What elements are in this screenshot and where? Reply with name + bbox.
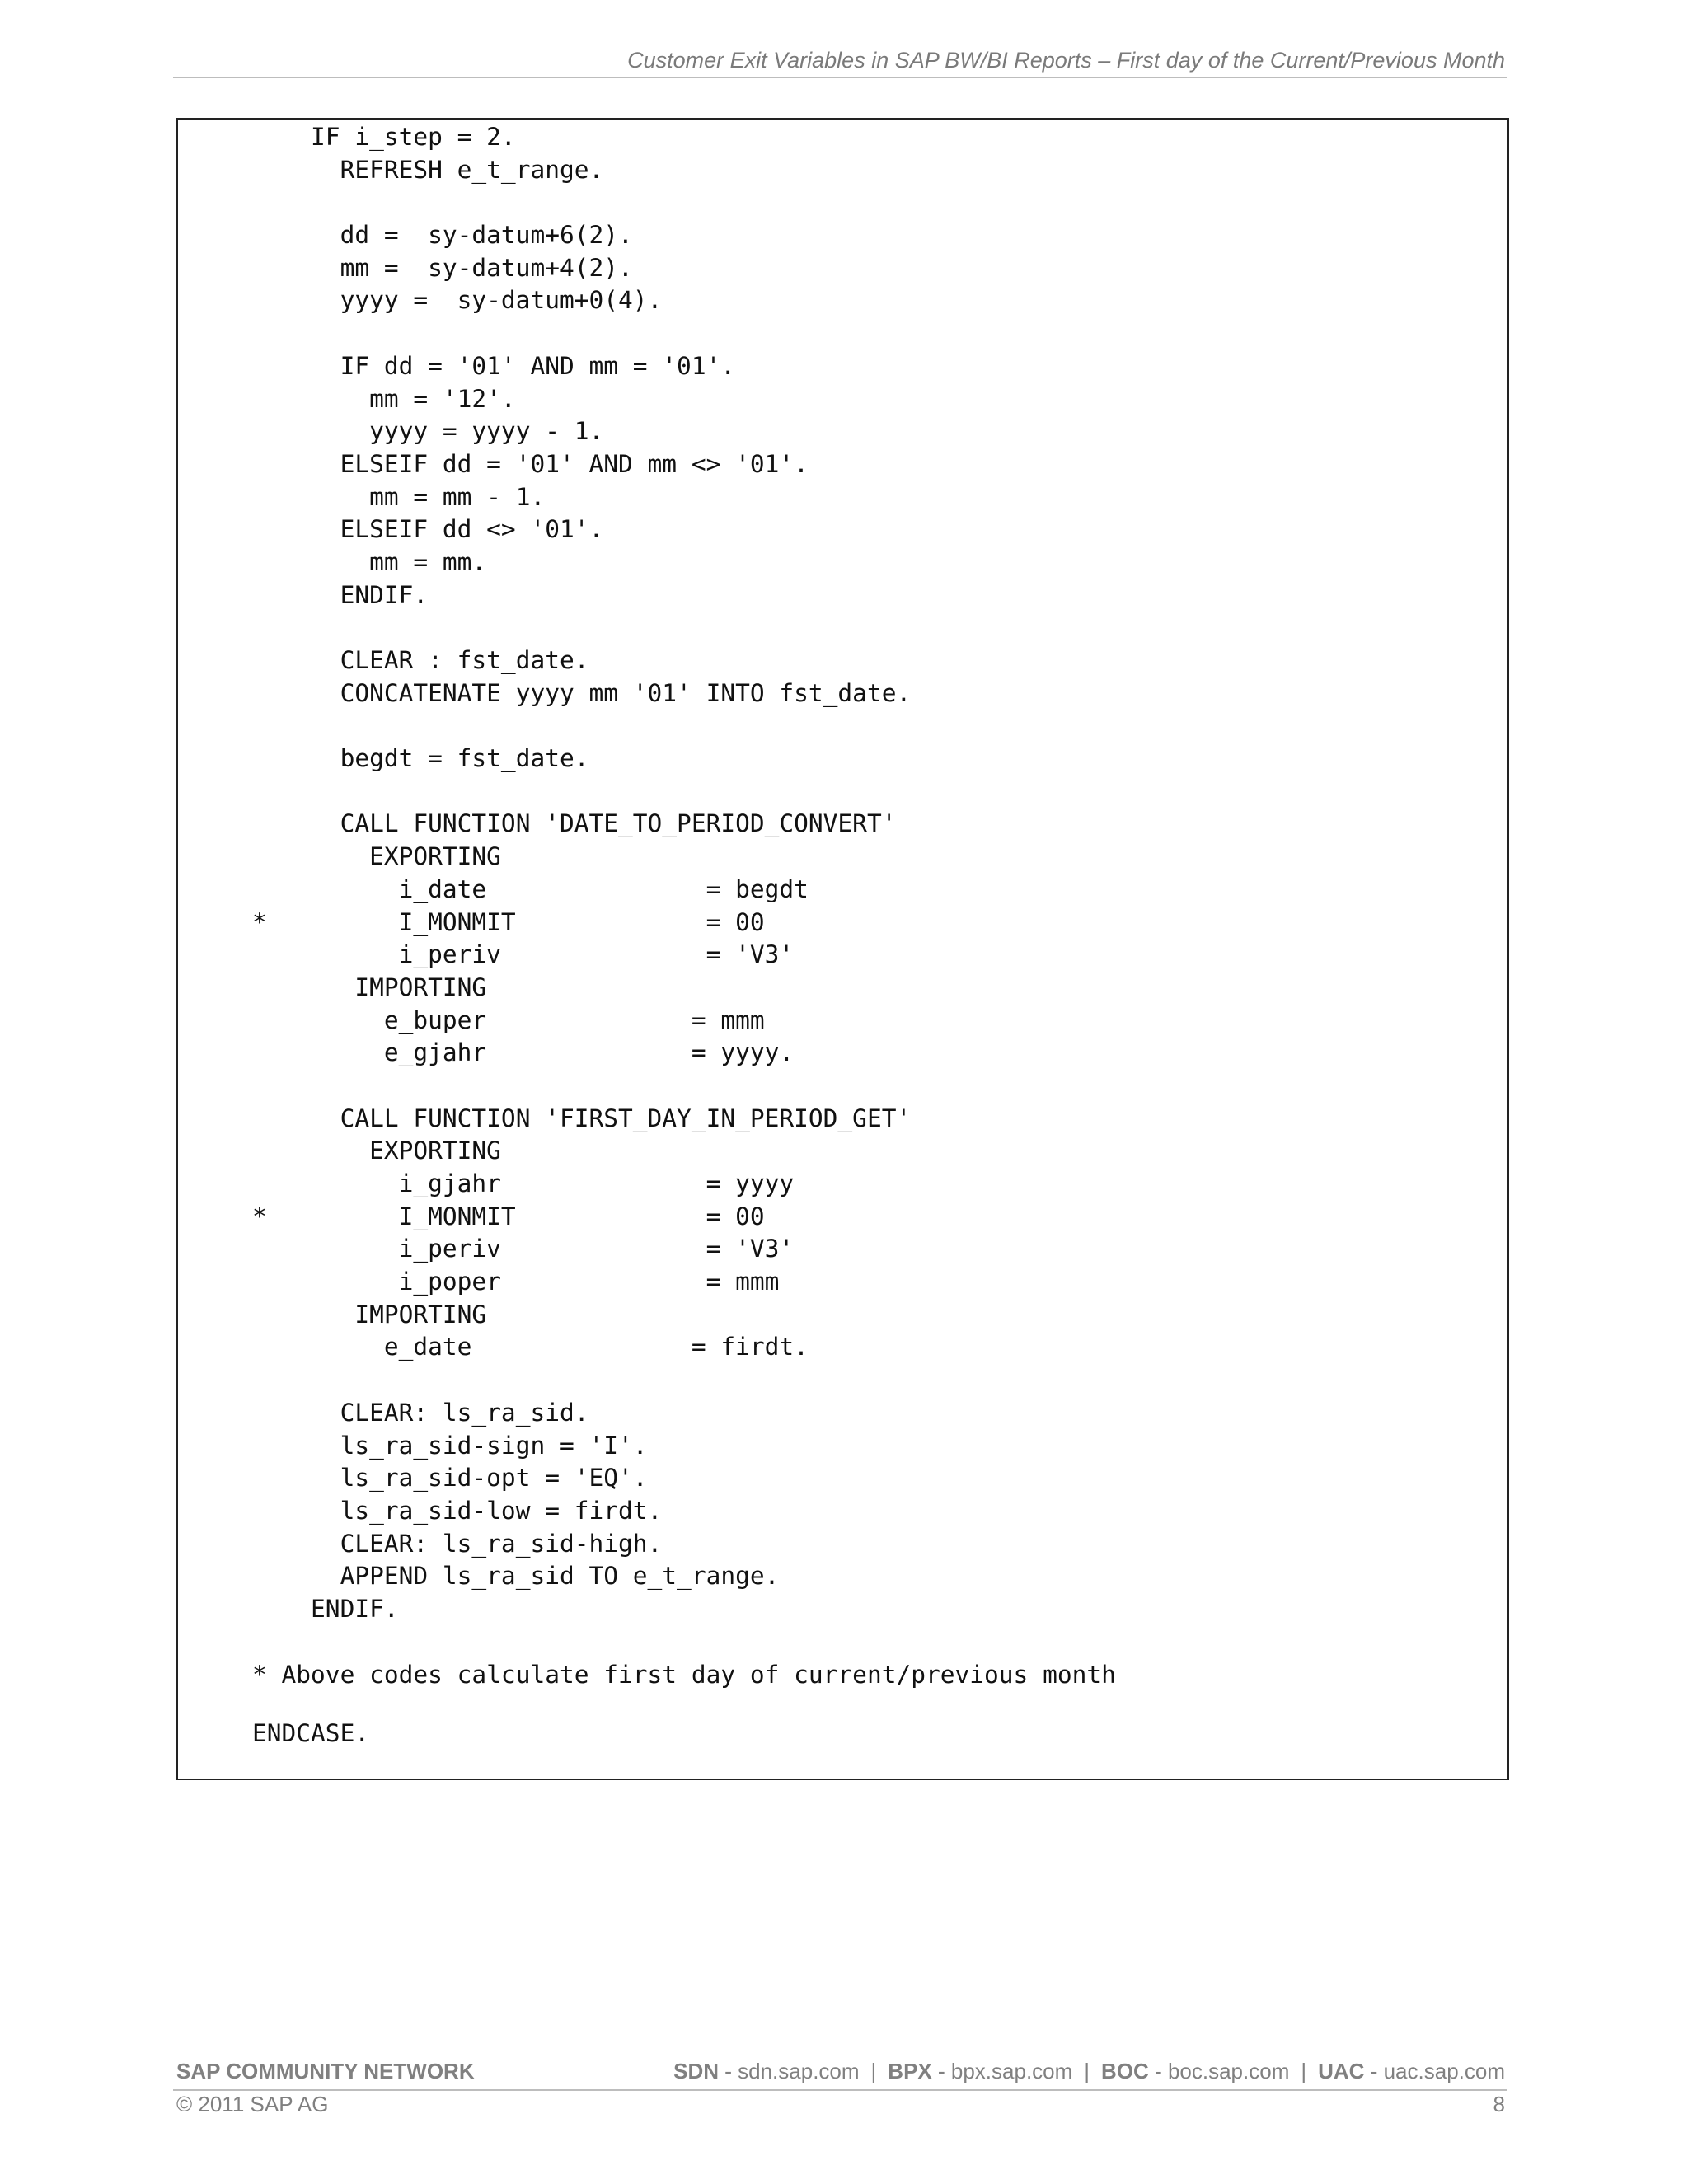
code-line: ENDCASE.: [252, 1719, 370, 1748]
code-line: CLEAR: ls_ra_sid-high.: [252, 1529, 663, 1558]
code-line: begdt = fst_date.: [252, 744, 589, 773]
code-line: APPEND ls_ra_sid TO e_t_range.: [252, 1562, 780, 1591]
code-blank-line: [252, 776, 1116, 808]
header-divider: [173, 77, 1507, 78]
code-line: IMPORTING: [252, 1300, 487, 1329]
code-line: e_buper = mmm: [252, 1005, 765, 1034]
footer-separator: |: [1301, 2059, 1307, 2083]
code-line: i_gjahr = yyyy: [252, 1169, 795, 1197]
code-line: * Above codes calculate first day of current/previous month: [252, 1660, 1116, 1689]
footer-sdn-link[interactable]: sdn.sap.com: [738, 2059, 860, 2083]
code-line: i_date = begdt: [252, 874, 809, 903]
code-line: ELSEIF dd <> '01'.: [252, 515, 604, 544]
code-line: i_periv = 'V3': [252, 940, 795, 969]
code-line: IF i_step = 2.: [252, 123, 516, 151]
code-line: ELSEIF dd = '01' AND mm <> '01'.: [252, 449, 809, 478]
code-line: e_gjahr = yyyy.: [252, 1038, 795, 1067]
code-line: CALL FUNCTION 'DATE_TO_PERIOD_CONVERT': [252, 809, 897, 838]
code-line: EXPORTING: [252, 842, 501, 871]
code-line: * I_MONMIT = 00: [252, 907, 765, 936]
code-line: dd = sy-datum+6(2).: [252, 221, 633, 250]
code-line: CLEAR: ls_ra_sid.: [252, 1398, 589, 1427]
footer-divider: [173, 2089, 1507, 2091]
footer-sdn-label: SDN -: [673, 2059, 732, 2083]
code-listing: [252, 121, 1116, 1750]
code-line: ls_ra_sid-opt = 'EQ'.: [252, 1464, 648, 1493]
code-line: i_poper = mmm: [252, 1268, 780, 1296]
footer-uac-link[interactable]: - uac.sap.com: [1370, 2059, 1505, 2083]
code-line: mm = mm - 1.: [252, 482, 546, 511]
footer-copyright: © 2011 SAP AG: [176, 2092, 329, 2116]
code-line: ENDIF.: [252, 1594, 399, 1623]
footer-uac-label: UAC: [1318, 2059, 1365, 2083]
code-blank-line: [252, 186, 1116, 219]
code-line: * I_MONMIT = 00: [252, 1202, 765, 1230]
code-blank-line: [252, 710, 1116, 743]
footer-bpx-link[interactable]: bpx.sap.com: [950, 2059, 1073, 2083]
code-line: IF dd = '01' AND mm = '01'.: [252, 351, 736, 380]
code-line: mm = '12'.: [252, 384, 516, 413]
footer-site-links: [673, 2059, 1505, 2084]
code-line: ls_ra_sid-sign = 'I'.: [252, 1431, 648, 1460]
code-line: ls_ra_sid-low = firdt.: [252, 1496, 663, 1525]
footer-separator: |: [1084, 2059, 1090, 2083]
code-line: mm = sy-datum+4(2).: [252, 253, 633, 282]
footer-bpx-label: BPX -: [888, 2059, 945, 2083]
code-blank-line: [252, 612, 1116, 644]
code-line: mm = mm.: [252, 547, 487, 576]
code-line: REFRESH e_t_range.: [252, 155, 604, 184]
page-number: 8: [1493, 2092, 1505, 2116]
code-line: EXPORTING: [252, 1137, 501, 1165]
footer-boc-link[interactable]: - boc.sap.com: [1155, 2059, 1290, 2083]
code-blank-line: [252, 317, 1116, 350]
code-line: e_date = firdt.: [252, 1333, 809, 1361]
footer-boc-label: BOC: [1101, 2059, 1149, 2083]
code-line: i_periv = 'V3': [252, 1235, 795, 1263]
code-blank-line: [252, 1364, 1116, 1397]
code-listing-box: [176, 118, 1509, 1780]
code-blank-line: [252, 1626, 1116, 1659]
footer-separator: |: [870, 2059, 877, 2083]
code-line: CALL FUNCTION 'FIRST_DAY_IN_PERIOD_GET': [252, 1104, 912, 1132]
code-line: IMPORTING: [252, 972, 487, 1001]
code-blank-line: [252, 1070, 1116, 1103]
code-line: ENDIF.: [252, 580, 429, 609]
code-line: yyyy = yyyy - 1.: [252, 417, 604, 446]
footer-network-name: SAP COMMUNITY NETWORK: [176, 2059, 475, 2083]
code-line: yyyy = sy-datum+0(4).: [252, 286, 663, 315]
code-line: CONCATENATE yyyy mm '01' INTO fst_date.: [252, 678, 912, 707]
document-header-title: Customer Exit Variables in SAP BW/BI Reports – First day of the Current/Previous Month: [627, 48, 1505, 73]
code-line: CLEAR : fst_date.: [252, 646, 589, 674]
code-blank-line: [252, 1691, 1116, 1718]
